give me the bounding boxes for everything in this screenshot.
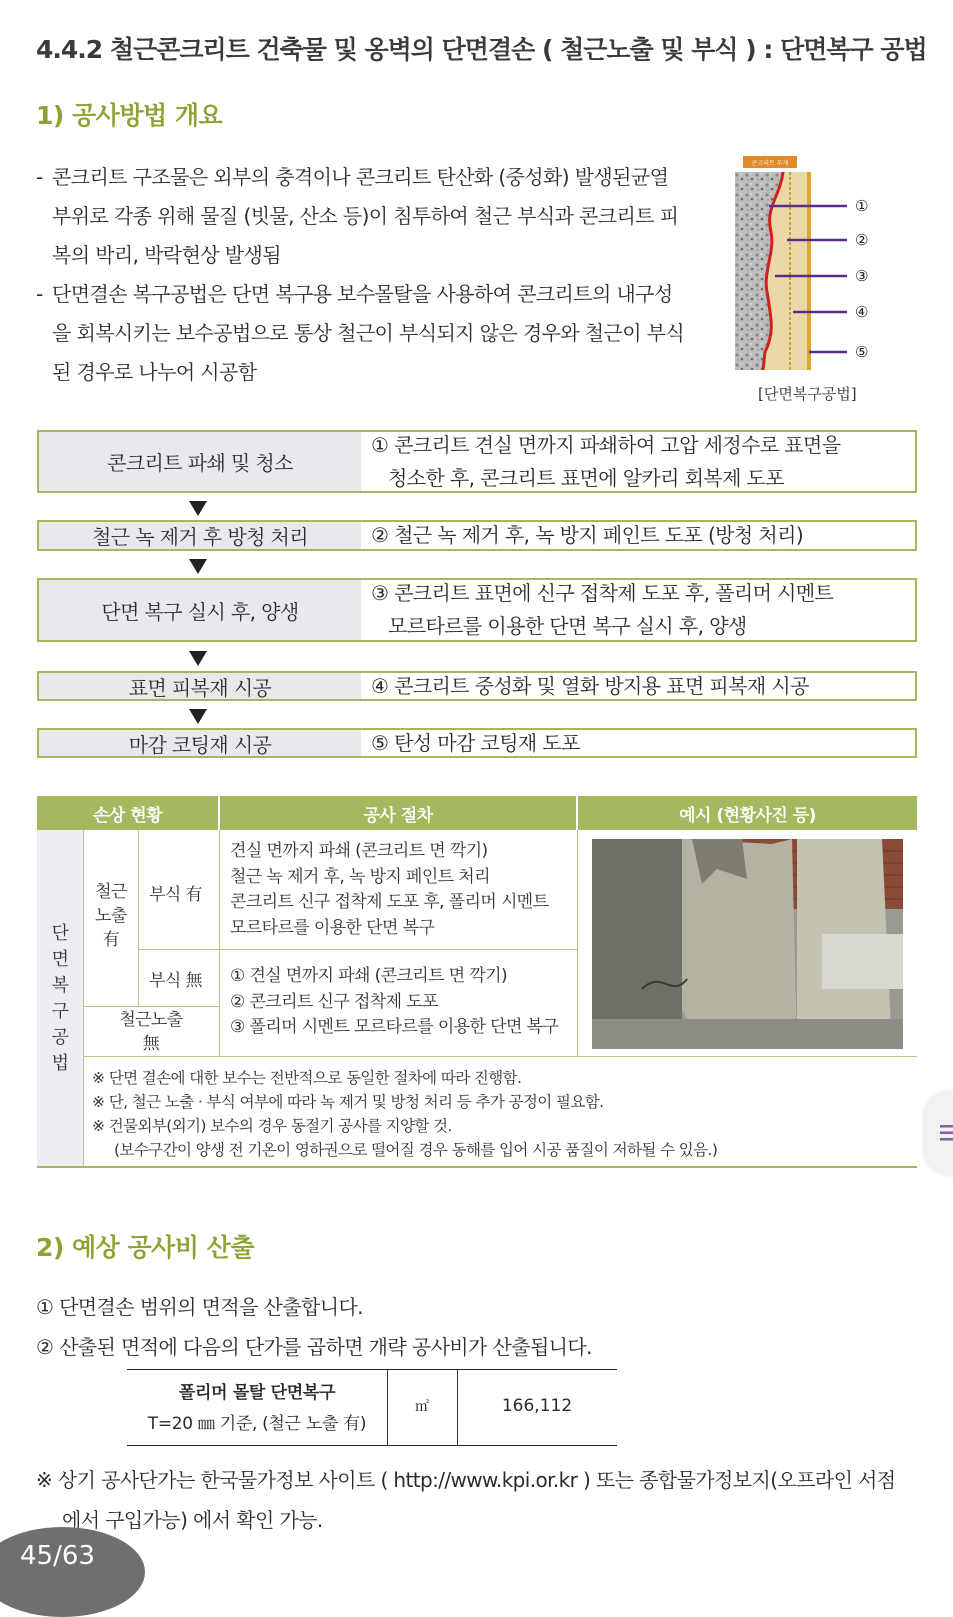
flow-step-label: 철근 녹 제거 후 방청 처리 — [39, 522, 361, 549]
coating-layer — [807, 172, 811, 370]
flow-arrow-down-icon — [189, 501, 207, 516]
flow-step-label: 콘크리트 파쇄 및 청소 — [39, 432, 361, 491]
page-number: 45/63 — [20, 1541, 95, 1571]
price-table — [127, 1369, 617, 1446]
section2-heading: 2) 예상 공사비 산출 — [36, 1233, 254, 1262]
flow-step-1 — [37, 430, 917, 493]
section1-heading: 1) 공사방법 개요 — [36, 101, 223, 130]
diagram-label-5: ⑤ — [855, 343, 869, 361]
flow-step-4 — [37, 671, 917, 701]
cost-step-2: ② 산출된 면적에 다음의 단가를 곱하면 개략 공사비가 산출됩니다. — [36, 1335, 592, 1359]
diagram-label-2: ② — [855, 231, 869, 249]
rebar-exposed-label: 철근노출有 — [95, 882, 127, 950]
group-label: 단면복구공법 — [51, 923, 69, 1074]
flow-step-3 — [37, 578, 917, 642]
table-notes: ※ 단면 결손에 대한 보수는 전반적으로 동일한 절차에 따라 진행함. ※ 단, 철근 노출 · 부식 여부에 따라 녹 제거 및 방청 처리 등 추가 공정이 필요함. ※ 건물외부(외기) 보수의 경우 동절기 공사를 지양할 것. (보수구간이 양생 전 기온이 영하권으로 떨어질 경우 동해를 입어 시공 품질이 저하될 수 있음.) — [92, 1069, 718, 1159]
flow-step-2 — [37, 520, 917, 551]
flow-arrow-down-icon — [189, 709, 207, 724]
diagram-caption: [단면복구공법] — [758, 385, 857, 403]
damage-table — [37, 796, 917, 1168]
side-menu-tab[interactable] — [925, 1092, 953, 1174]
footnote: ※ 상기 공사단가는 한국물가정보 사이트 ( http://www.kpi.or.kr ) 또는 종합물가정보지(오프라인 서점 에서 구입가능) 에서 확인 가능. — [36, 1468, 896, 1532]
flow-arrow-down-icon — [189, 559, 207, 574]
diagram-header-label: 콘크리트 부재 — [751, 160, 789, 167]
flow-step-desc: ④ 콘크리트 중성화 및 열화 방지용 표면 피복재 시공 — [371, 673, 809, 698]
document-title: 4.4.2 철근콘크리트 건축물 및 옹벽의 단면결손 ( 철근노출 및 부식 ) : 단면복구 공법 — [36, 35, 927, 64]
price-value: 166,112 — [501, 1396, 573, 1416]
flow-step-desc: ⑤ 탄성 마감 코팅재 도포 — [371, 730, 580, 755]
flow-step-desc: ③ 콘크리트 표면에 신구 접착제 도포 후, 폴리머 시멘트 모르타르를 이용한 단면 복구 실시 후, 양생 — [371, 581, 834, 638]
menu-lines-icon — [940, 1124, 953, 1142]
section-repair-diagram — [735, 152, 885, 377]
flow-step-label: 단면 복구 실시 후, 양생 — [39, 580, 361, 640]
example-photo — [592, 839, 903, 1049]
procedure-corroded: 견실 면까지 파쇄 (콘크리트 면 깍기) 철근 녹 제거 후, 녹 방지 페인트 처리 콘크리트 신구 접착제 도포 후, 폴리머 시멘트 모르타르를 이용한 단면 복구 — [230, 841, 549, 938]
flow-step-5 — [37, 728, 917, 758]
price-item: 폴리머 몰탈 단면복구 T=20 ㎜ 기준, (철근 노출 有) — [147, 1383, 367, 1434]
price-unit: ㎡ — [415, 1399, 429, 1415]
rebar-not-exposed-label: 철근노출 無 — [119, 1010, 183, 1054]
flow-step-desc: ② 철근 녹 제거 후, 녹 방지 페인트 도포 (방청 처리) — [371, 523, 804, 547]
flow-step-label: 표면 피복재 시공 — [39, 673, 361, 699]
diagram-label-4: ④ — [855, 303, 869, 321]
cost-step-1: ① 단면결손 범위의 면적을 산출합니다. — [36, 1295, 363, 1319]
corrosion-no-label: 부식 無 — [149, 971, 202, 991]
page-indicator[interactable] — [0, 1527, 145, 1617]
table-header-procedure: 공사 절차 — [220, 796, 576, 830]
flow-arrow-down-icon — [189, 651, 207, 666]
intro-bullet-1: - 콘크리트 구조물은 외부의 충격이나 콘크리트 탄산화 (중성화) 발생된균열 부위로 각종 위해 물질 (빗물, 산소 등)이 침투하여 철근 부식과 콘크리트 피복의 박리, 박락현상 발생됨 — [36, 165, 679, 267]
flow-step-desc: ① 콘크리트 견실 면까지 파쇄하여 고압 세정수로 표면을 청소한 후, 콘크리트 표면에 알카리 회복제 도포 — [371, 432, 841, 490]
intro-text — [36, 158, 686, 392]
table-header-damage: 손상 현황 — [37, 796, 218, 830]
procedure-not-corroded: ① 견실 면까지 파쇄 (콘크리트 면 깍기) ② 콘크리트 신구 접착제 도포 ③ 폴리머 시멘트 모르타르를 이용한 단면 복구 — [230, 966, 559, 1037]
flow-step-label: 마감 코팅재 시공 — [39, 730, 361, 756]
corrosion-yes-label: 부식 有 — [149, 885, 202, 905]
cost-steps — [36, 1287, 592, 1367]
intro-bullet-2: - 단면결손 복구공법은 단면 복구용 보수몰탈을 사용하여 콘크리트의 내구성을 회복시키는 보수공법으로 통상 철근이 부식되지 않은 경우와 철근이 부식된 경우로 나누어 시공함 — [36, 282, 685, 384]
diagram-label-1: ① — [855, 197, 869, 215]
diagram-label-3: ③ — [855, 267, 869, 285]
table-header-example: 예시 (현황사진 등) — [578, 796, 917, 830]
